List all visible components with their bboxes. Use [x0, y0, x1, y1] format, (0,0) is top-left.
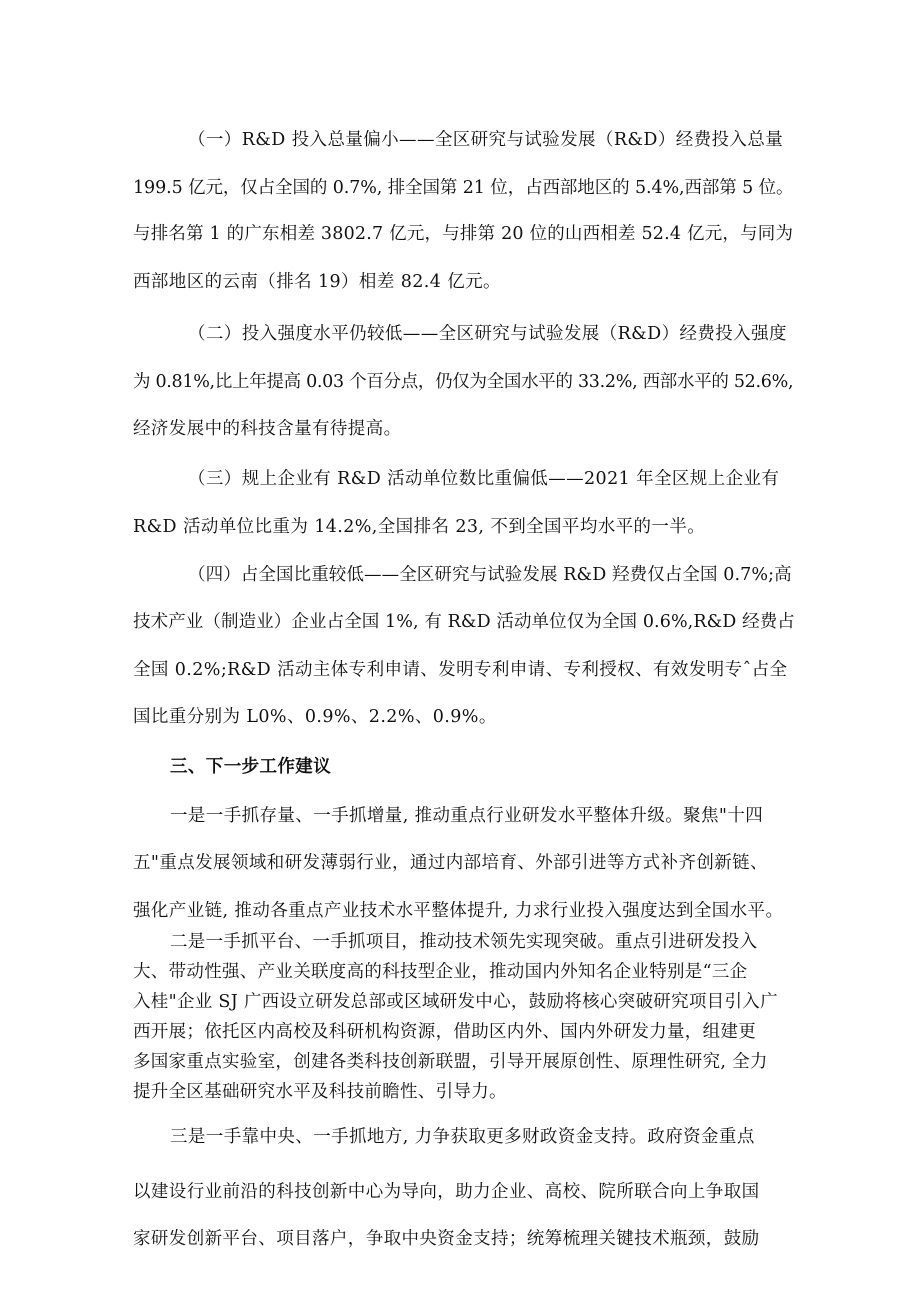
- section1-line-4: 西部地区的云南（排名 19）相差 82.4 亿元。: [133, 272, 501, 292]
- section4-line-1: （四）占全国比重较低——全区研究与试验发展 R&D 羟费仅占全国 0.7%;高: [188, 565, 792, 585]
- section4-line-3: 全国 0.2%;R&D 活动主体专利申请、发明专利申请、专利授权、有效发明专ˆ占全: [133, 660, 788, 680]
- suggestion1-line-1: 一是一手抓存量、一手抓增量, 推动重点行业研发水平整体升级。聚焦"十四: [170, 806, 764, 826]
- section1-line-3: 与排名第 1 的广东相差 3802.7 亿元，与排第 20 位的山西相差 52.4 亿元，与同为: [133, 224, 794, 244]
- suggestion3-line-3: 家研发创新平台、项目落户，争取中央资金支持；统筹梳理关键技术瓶颈，鼓励: [133, 1229, 760, 1249]
- section3-line-1: （三）规上企业有 R&D 活动单位数比重偏低——2021 年全区规上企业有: [188, 469, 780, 489]
- section3-line-2: R&D 活动单位比重为 14.2%,全国排名 23, 不到全国平均水平的一半。: [133, 517, 706, 537]
- section1-line-2: 199.5 亿元，仅占全国的 0.7%, 排全国第 21 位，占西部地区的 5.4%,西部第 5 位。: [133, 178, 794, 198]
- section2-line-3: 经济发展中的科技含量有待提高。: [133, 419, 402, 439]
- suggestion2-line-6: 提升全区基础研究水平及科技前瞻性、引导力。: [133, 1082, 507, 1102]
- section2-line-2: 为 0.81%,比上年提高 0.03 个百分点，仍仅为全国水平的 33.2%, 西部水平的 52.6%,: [133, 372, 794, 392]
- suggestion2-line-4: 西开展；依托区内高校及科研机构资源，借助区内外、国内外研发力量，组建更: [133, 1022, 756, 1042]
- suggestion2-line-5: 多国家重点实验室，创建各类科技创新联盟，引导开展原创性、原理性研究, 全力: [133, 1052, 768, 1072]
- suggestion3-line-1: 三是一手靠中央、一手抓地方, 力争获取更多财政资金支持。政府资金重点: [170, 1127, 755, 1147]
- section4-line-2: 技术产业（制造业）企业占全国 1%, 有 R&D 活动单位仅为全国 0.6%,R&D 经费占: [133, 612, 795, 632]
- suggestion2-line-2: 大、带动性强、产业关联度高的科技型企业，推动国内外知名企业特别是“三企: [133, 962, 748, 982]
- section-heading: 三、下一步工作建议: [170, 757, 332, 777]
- section4-line-4: 国比重分别为 L0%、0.9%、2.2%、0.9%。: [133, 707, 497, 727]
- section2-line-1: （二）投入强度水平仍较低——全区研究与试验发展（R&D）经费投入强度: [188, 324, 787, 344]
- suggestion2-line-1: 二是一手抓平台、一手抓项目，推动技术领先实现突破。重点引进研发投入: [170, 932, 758, 952]
- suggestion2-line-3: 入桂"企业 SJ 广西设立研发总部或区域研发中心，鼓励将核心突破研究项目引入广: [133, 992, 778, 1012]
- suggestion3-line-2: 以建设行业前沿的科技创新中心为导向，助力企业、高校、院所联合向上争取国: [133, 1182, 760, 1202]
- suggestion1-line-3: 强化产业链, 推动各重点产业技术水平整体提升, 力求行业投入强度达到全国水平。: [133, 901, 784, 921]
- section1-line-1: （一）R&D 投入总量偏小——全区研究与试验发展（R&D）经费投入总量: [188, 130, 784, 150]
- suggestion1-line-2: 五"重点发展领域和研发薄弱行业，通过内部培育、外部引进等方式补齐创新链、: [133, 853, 768, 873]
